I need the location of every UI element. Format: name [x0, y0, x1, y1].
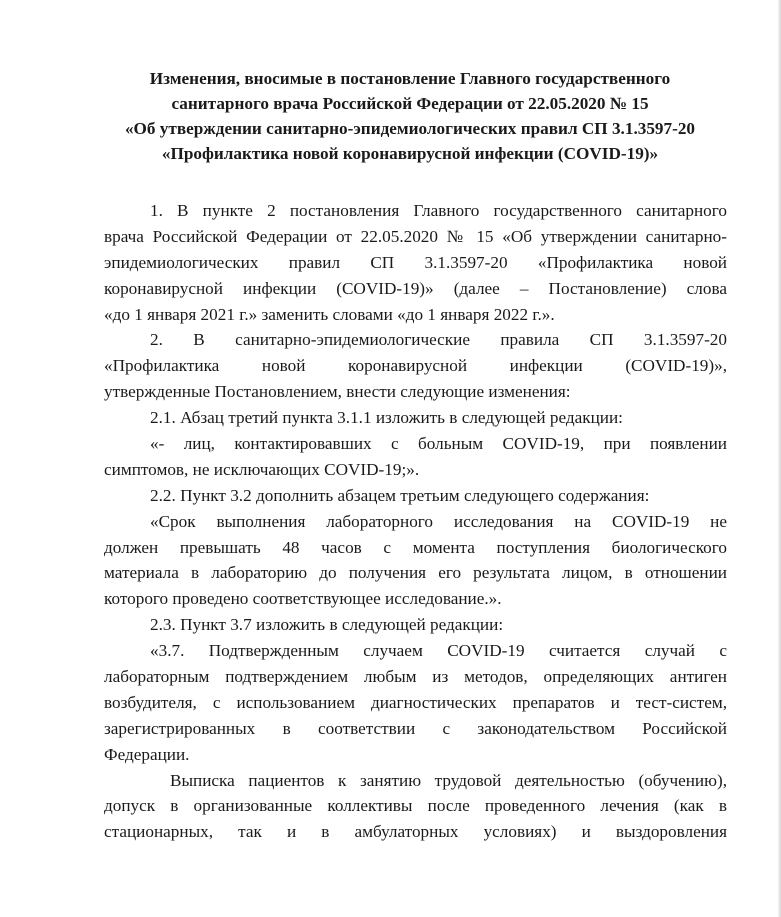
- paragraph-line: «Профилактика новой коронавирусной инфекции (COVID-19)»,: [104, 356, 727, 376]
- paragraph-line: «Срок выполнения лабораторного исследования на COVID-19 не: [150, 511, 727, 531]
- paragraph-line: 1. В пункте 2 постановления Главного государственного санитарного: [150, 201, 727, 220]
- paragraph-line: возбудителя, с использованием диагностических препаратов и тест-систем,: [104, 692, 727, 712]
- paragraph-line: 2.1. Абзац третий пункта 3.1.1 изложить в следующей редакции:: [150, 408, 623, 428]
- title-line: «Профилактика новой коронавирусной инфекции (COVID-19)»: [161, 144, 659, 163]
- paragraph-line: допуск в организованные коллективы после проведенного лечения (как в: [104, 796, 727, 816]
- paragraph-line: «до 1 января 2021 г.» заменить словами «до 1 января 2022 г.».: [104, 304, 555, 324]
- paragraph-line: симптомов, не исключающих COVID-19;».: [104, 459, 420, 479]
- paragraph-line: 2. В санитарно-эпидемиологические правила СП 3.1.3597-20: [150, 330, 727, 350]
- title-line: Изменения, вносимые в постановление Главного государственного: [149, 69, 671, 88]
- paragraph-line: Выписка пациентов к занятию трудовой деятельностью (обучению),: [170, 770, 727, 790]
- paragraph-line: должен превышать 48 часов с момента поступления биологического: [104, 537, 727, 557]
- paragraph-line: коронавирусной инфекции (COVID-19)» (далее – Постановление) слова: [104, 278, 727, 298]
- paragraph-line: врача Российской Федерации от 22.05.2020 № 15 «Об утверждении санитарно-: [104, 226, 727, 246]
- document-body: [104, 198, 727, 845]
- title-line: «Об утверждении санитарно-эпидемиологических правил СП 3.1.3597-20: [124, 119, 696, 138]
- paragraph-line: стационарных, так и в амбулаторных условиях) и выздоровления: [104, 822, 727, 842]
- title-line: санитарного врача Российской Федерации от 22.05.2020 № 15: [171, 94, 649, 113]
- paragraph-line: эпидемиологических правил СП 3.1.3597-20 «Профилактика новой: [104, 252, 727, 272]
- paragraph-line: 2.3. Пункт 3.7 изложить в следующей редакции:: [150, 615, 504, 635]
- paragraph-line: зарегистрированных в соответствии с законодательством Российской: [104, 718, 727, 738]
- paragraph-line: материала в лабораторию до получения его результата лицом, в отношении: [104, 563, 727, 583]
- paragraph-line: «- лиц, контактировавших с больным COVID-19, при появлении: [150, 434, 727, 454]
- paragraph-line: 2.2. Пункт 3.2 дополнить абзацем третьим следующего содержания:: [150, 485, 650, 505]
- document-title: [80, 66, 740, 166]
- paragraph-line: Федерации.: [104, 744, 190, 764]
- paragraph-line: лабораторным подтверждением любым из методов, определяющих антиген: [104, 667, 727, 687]
- paragraph-line: «3.7. Подтвержденным случаем COVID-19 считается случай с: [150, 641, 727, 661]
- paragraph-line: которого проведено соответствующее исследование.».: [104, 589, 502, 609]
- paragraph-line: утвержденные Постановлением, внести следующие изменения:: [104, 382, 571, 402]
